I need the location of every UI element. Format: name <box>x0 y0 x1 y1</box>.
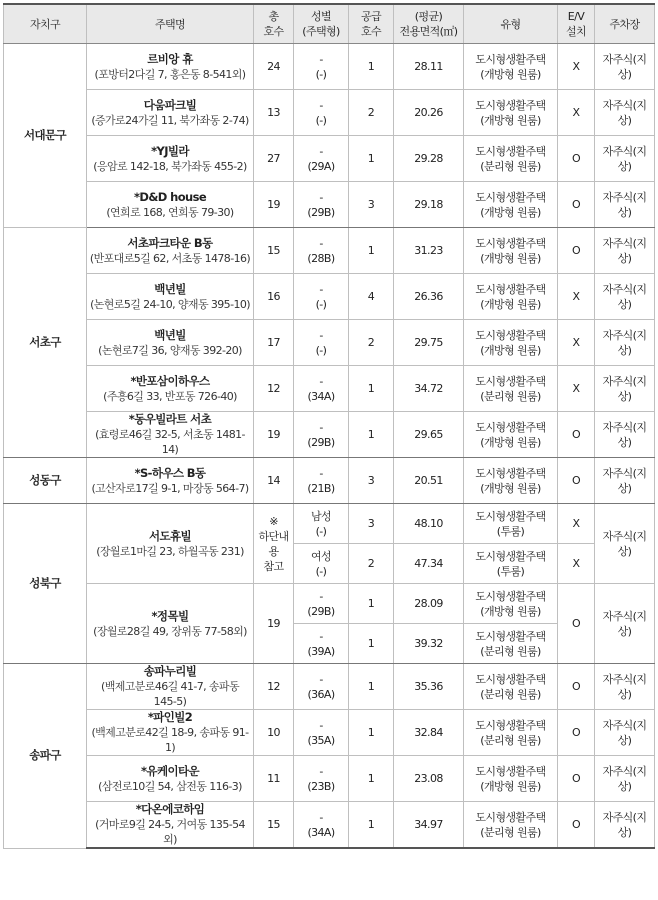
house-name: 백년빌 <box>154 327 186 342</box>
parking-type: 자주식(지상) <box>595 756 655 802</box>
housing-type: 도시형생활주택 (개방형 원룸) <box>464 44 558 90</box>
area-value: 20.51 <box>394 458 464 504</box>
parking-type: 자주식(지상) <box>595 664 655 710</box>
house-name-cell <box>87 756 254 802</box>
housing-table-container <box>3 3 655 849</box>
house-name: *S-하우스 B동 <box>134 465 206 480</box>
house-name-cell <box>87 44 254 90</box>
header-area: (평균) 전용면적(㎡) <box>394 4 464 44</box>
ev-status: X <box>558 274 595 320</box>
parking-type: 자주식(지상) <box>595 458 655 504</box>
house-name-cell <box>87 504 254 584</box>
gender-type: - (29A) <box>294 136 349 182</box>
ev-status: X <box>558 44 595 90</box>
table-row <box>4 274 655 320</box>
house-address: (장월로28길 49, 장위동 77-58외) <box>93 624 247 638</box>
gender-type: - (29B) <box>294 584 349 624</box>
gender-type: - (-) <box>294 44 349 90</box>
gender-type: - (29B) <box>294 182 349 228</box>
area-value: 29.28 <box>394 136 464 182</box>
header-ev: E/V 설치 <box>558 4 595 44</box>
gender-type: - (28B) <box>294 228 349 274</box>
house-address: (백제고분로46길 41-7, 송파동 145-5) <box>101 680 239 708</box>
district-cell: 서초구 <box>4 228 87 458</box>
table-row <box>4 136 655 182</box>
housing-type: 도시형생활주택 (개방형 원룸) <box>464 458 558 504</box>
house-name: 서초파크타운 B동 <box>127 235 213 250</box>
total-units: 15 <box>254 228 294 274</box>
total-units: 12 <box>254 366 294 412</box>
table-row <box>4 584 655 624</box>
house-name-cell <box>87 710 254 756</box>
table-row <box>4 90 655 136</box>
ev-status: X <box>558 504 595 544</box>
house-address: (논현로7길 36, 양재동 392-20) <box>98 343 242 357</box>
gender-type: - (21B) <box>294 458 349 504</box>
ev-status: X <box>558 544 595 584</box>
house-name: *파인빌2 <box>147 710 193 724</box>
parking-type: 자주식(지상) <box>595 136 655 182</box>
ev-status: O <box>558 664 595 710</box>
house-address: (백제고분로42길 18-9, 송파동 91-1) <box>91 726 249 754</box>
house-address: (효령로46길 32-5, 서초동 1481-14) <box>95 428 245 456</box>
gender-type: - (34A) <box>294 802 349 849</box>
total-units: 17 <box>254 320 294 366</box>
housing-type: 도시형생활주택 (투룸) <box>464 504 558 544</box>
supply-units: 1 <box>349 710 394 756</box>
header-name: 주택명 <box>87 4 254 44</box>
ev-status: X <box>558 320 595 366</box>
total-units: 12 <box>254 664 294 710</box>
house-address: (고산자로17길 9-1, 마장동 564-7) <box>91 481 249 495</box>
housing-type: 도시형생활주택 (개방형 원룸) <box>464 584 558 624</box>
table-row <box>4 44 655 90</box>
table-row <box>4 710 655 756</box>
parking-type: 자주식(지상) <box>595 228 655 274</box>
area-value: 35.36 <box>394 664 464 710</box>
house-name: *다온에코하임 <box>135 802 205 816</box>
total-units: 16 <box>254 274 294 320</box>
total-units-note: ※ 하단내용 참고 <box>254 504 294 584</box>
ev-status: X <box>558 90 595 136</box>
house-name-cell <box>87 458 254 504</box>
supply-units: 1 <box>349 756 394 802</box>
gender-type: 남성 (-) <box>294 504 349 544</box>
header-total: 총 호수 <box>254 4 294 44</box>
header-gender: 성별 (주택형) <box>294 4 349 44</box>
table-row <box>4 228 655 274</box>
area-value: 34.72 <box>394 366 464 412</box>
area-value: 29.18 <box>394 182 464 228</box>
header-supply: 공급 호수 <box>349 4 394 44</box>
total-units: 11 <box>254 756 294 802</box>
gender-type: - (-) <box>294 320 349 366</box>
total-units: 24 <box>254 44 294 90</box>
housing-type: 도시형생활주택 (개방형 원룸) <box>464 228 558 274</box>
area-value: 29.75 <box>394 320 464 366</box>
area-value: 28.11 <box>394 44 464 90</box>
house-name: 백년빌 <box>154 281 186 296</box>
supply-units: 2 <box>349 320 394 366</box>
table-row <box>4 320 655 366</box>
parking-type: 자주식(지상) <box>595 710 655 756</box>
house-name-cell <box>87 802 254 849</box>
house-name-cell <box>87 412 254 458</box>
header-row <box>4 4 655 44</box>
ev-status: O <box>558 136 595 182</box>
house-name-cell <box>87 228 254 274</box>
housing-type: 도시형생활주택 (분리형 원룸) <box>464 136 558 182</box>
housing-type: 도시형생활주택 (분리형 원룸) <box>464 366 558 412</box>
house-address: (반포대로5길 62, 서초동 1478-16) <box>89 251 251 265</box>
house-name: *반포삼이하우스 <box>130 373 210 388</box>
parking-type: 자주식(지상) <box>595 90 655 136</box>
total-units: 14 <box>254 458 294 504</box>
area-value: 23.08 <box>394 756 464 802</box>
supply-units: 1 <box>349 136 394 182</box>
header-parking: 주차장 <box>595 4 655 44</box>
house-address: (주흥6길 33, 반포동 726-40) <box>103 389 237 403</box>
area-value: 20.26 <box>394 90 464 136</box>
house-name: *동우빌라트 서초 <box>128 412 212 426</box>
housing-type: 도시형생활주택 (분리형 원룸) <box>464 802 558 849</box>
gender-type: - (35A) <box>294 710 349 756</box>
house-address: (장월로1마길 23, 하월곡동 231) <box>96 544 244 558</box>
house-address: (응암로 142-18, 북가좌동 455-2) <box>93 159 247 173</box>
table-row <box>4 802 655 849</box>
supply-units: 4 <box>349 274 394 320</box>
area-value: 28.09 <box>394 584 464 624</box>
parking-type: 자주식(지상) <box>595 44 655 90</box>
house-address: (증가로24가길 11, 북가좌동 2-74) <box>91 113 249 127</box>
housing-type: 도시형생활주택 (개방형 원룸) <box>464 756 558 802</box>
house-name-cell <box>87 664 254 710</box>
parking-type: 자주식(지상) <box>595 366 655 412</box>
house-name: *D&D house <box>133 189 207 204</box>
header-type: 유형 <box>464 4 558 44</box>
parking-type: 자주식(지상) <box>595 182 655 228</box>
house-name-cell <box>87 366 254 412</box>
table-row <box>4 504 655 544</box>
district-cell: 송파구 <box>4 664 87 849</box>
house-name-cell <box>87 182 254 228</box>
house-name-cell <box>87 90 254 136</box>
house-address: (논현로5길 24-10, 양재동 395-10) <box>90 297 250 311</box>
area-value: 31.23 <box>394 228 464 274</box>
total-units: 27 <box>254 136 294 182</box>
housing-supply-table <box>3 3 655 849</box>
gender-type: - (-) <box>294 90 349 136</box>
total-units: 19 <box>254 584 294 664</box>
area-value: 34.97 <box>394 802 464 849</box>
ev-status: X <box>558 366 595 412</box>
area-value: 39.32 <box>394 624 464 664</box>
house-address: (연희로 168, 연희동 79-30) <box>106 205 234 219</box>
gender-type: - (39A) <box>294 624 349 664</box>
house-name: 다움파크빌 <box>143 97 197 112</box>
area-value: 29.65 <box>394 412 464 458</box>
ev-status: O <box>558 458 595 504</box>
house-name: *YJ빌라 <box>151 143 189 158</box>
table-row <box>4 458 655 504</box>
parking-type: 자주식(지상) <box>595 320 655 366</box>
total-units: 19 <box>254 182 294 228</box>
total-units: 19 <box>254 412 294 458</box>
supply-units: 1 <box>349 44 394 90</box>
table-row <box>4 664 655 710</box>
ev-status: O <box>558 756 595 802</box>
total-units: 15 <box>254 802 294 849</box>
house-address: (거마로9길 24-5, 거여동 135-54외) <box>95 818 245 846</box>
table-row <box>4 366 655 412</box>
housing-type: 도시형생활주택 (분리형 원룸) <box>464 664 558 710</box>
gender-type: - (-) <box>294 274 349 320</box>
house-name: 서도휴빌 <box>148 528 192 543</box>
parking-type: 자주식(지상) <box>595 584 655 664</box>
gender-type: - (23B) <box>294 756 349 802</box>
supply-units: 3 <box>349 182 394 228</box>
house-name: *정목빌 <box>151 608 189 623</box>
supply-units: 2 <box>349 544 394 584</box>
housing-type: 도시형생활주택 (분리형 원룸) <box>464 624 558 664</box>
house-name: *유케이타운 <box>141 763 199 778</box>
district-cell: 성동구 <box>4 458 87 504</box>
header-district: 자치구 <box>4 4 87 44</box>
gender-type: 여성 (-) <box>294 544 349 584</box>
parking-type: 자주식(지상) <box>595 412 655 458</box>
housing-type: 도시형생활주택 (개방형 원룸) <box>464 320 558 366</box>
supply-units: 1 <box>349 584 394 624</box>
supply-units: 3 <box>349 504 394 544</box>
housing-type: 도시형생활주택 (분리형 원룸) <box>464 710 558 756</box>
ev-status: O <box>558 182 595 228</box>
parking-type: 자주식(지상) <box>595 802 655 849</box>
house-name-cell <box>87 136 254 182</box>
total-units: 13 <box>254 90 294 136</box>
house-name: 르비앙 휴 <box>147 51 193 66</box>
housing-type: 도시형생활주택 (개방형 원룸) <box>464 182 558 228</box>
district-cell: 서대문구 <box>4 44 87 228</box>
parking-type: 자주식(지상) <box>595 504 655 584</box>
supply-units: 1 <box>349 802 394 849</box>
supply-units: 1 <box>349 412 394 458</box>
gender-type: - (36A) <box>294 664 349 710</box>
supply-units: 2 <box>349 90 394 136</box>
area-value: 26.36 <box>394 274 464 320</box>
parking-type: 자주식(지상) <box>595 274 655 320</box>
supply-units: 1 <box>349 664 394 710</box>
total-units: 10 <box>254 710 294 756</box>
supply-units: 1 <box>349 366 394 412</box>
housing-type: 도시형생활주택 (개방형 원룸) <box>464 412 558 458</box>
ev-status: O <box>558 412 595 458</box>
housing-type: 도시형생활주택 (개방형 원룸) <box>464 90 558 136</box>
house-address: (삼전로10길 54, 삼전동 116-3) <box>98 779 242 793</box>
house-name-cell <box>87 320 254 366</box>
house-address: (포방터2다길 7, 홍은동 8-541외) <box>94 67 246 81</box>
area-value: 48.10 <box>394 504 464 544</box>
table-row <box>4 182 655 228</box>
table-row <box>4 412 655 458</box>
district-cell: 성북구 <box>4 504 87 664</box>
ev-status: O <box>558 584 595 664</box>
housing-type: 도시형생활주택 (개방형 원룸) <box>464 274 558 320</box>
ev-status: O <box>558 228 595 274</box>
ev-status: O <box>558 802 595 849</box>
ev-status: O <box>558 710 595 756</box>
gender-type: - (34A) <box>294 366 349 412</box>
house-name: 송파누리빌 <box>143 664 197 678</box>
area-value: 32.84 <box>394 710 464 756</box>
table-row <box>4 756 655 802</box>
house-name-cell <box>87 584 254 664</box>
supply-units: 1 <box>349 624 394 664</box>
gender-type: - (29B) <box>294 412 349 458</box>
housing-type: 도시형생활주택 (투룸) <box>464 544 558 584</box>
house-name-cell <box>87 274 254 320</box>
supply-units: 3 <box>349 458 394 504</box>
area-value: 47.34 <box>394 544 464 584</box>
supply-units: 1 <box>349 228 394 274</box>
